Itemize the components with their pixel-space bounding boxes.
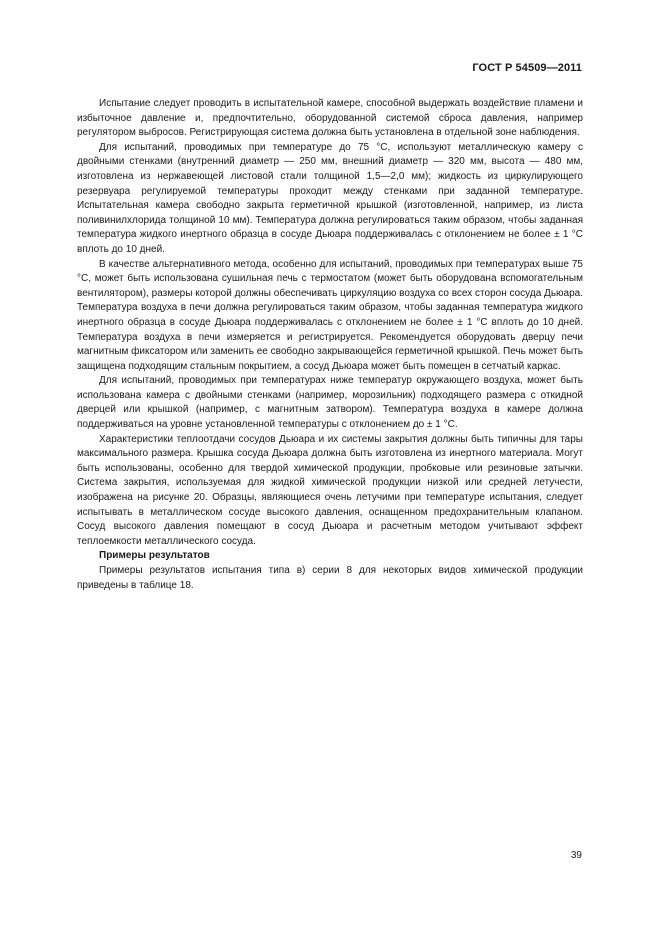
paragraph-low-temperature: Для испытаний, проводимых при температурах ниже температур окружающего воздуха, может быть использована камера с двойными стенками (например, морозильник) подходящего размера с откидной дверцей или крышкой (например, с магнитным затвором). Температура воздуха в камере должна поддерживаться на уровне установленной температуры с отклонением до ± 1 °С. (77, 375, 583, 431)
page-number: 39 (570, 850, 582, 861)
paragraph-drying-oven: В качестве альтернативного метода, особенно для испытаний, проводимых при температурах выше 75 °С, может быть использована сушильная печь с термостатом (может быть оборудована вспомогательным вентилятором), размеры которой должны обеспечивать циркуляцию воздуха со всех сторон сосуда Дьюара. Температура воздуха в печи должна регулироваться таким образом, чтобы заданная температура жидкого инертного образца в сосуде Дьюара поддерживалась с отклонением не более ± 1 °С вплоть до 10 дней. Температура воздуха в печи измеряется и регистрируется. Рекомендуется оборудовать дверцу печи магнитным фиксатором или заменить ее свободно закрывающейся герметичной крышкой. Печь может быть защищена подходящим стальным покрытием, а сосуд Дьюара может быть помещен в сетчатый каркас. (77, 258, 583, 372)
results-heading: Примеры результатов (99, 550, 210, 562)
paragraph-test-chamber: Испытание следует проводить в испытательной камере, способной выдержать воздействие пламени и избыточное давление и, предпочтительно, оборудованной системой сброса давления, например регулятором выбросов. Регистрирующая система должна быть установлена в отдельной зоне наблюдения. (77, 98, 583, 139)
document-header: ГОСТ Р 54509—2011 (472, 62, 582, 74)
paragraph-dewar-closure: Характеристики теплоотдачи сосудов Дьюара и их системы закрытия должны быть типичны для тары максимального размера. Крышка сосуда Дьюара должна быть изготовлена из инертного материала. Могут быть использованы, особенно для твердой химической продукции, пробковые или резиновые затычки. Система закрытия, используемая для жидкой химической продукции низкой или средней летучести, изображена на рисунке 20. Образцы, являющиеся очень летучими при температуре испытания, следует испытывать в металлическом сосуде высокого давления, оснащенном предохранительным клапаном. Сосуд высокого давления помещают в сосуд Дьюара и расчетным методом учитывают эффект теплоемкости металлического сосуда. (77, 433, 583, 547)
paragraph-metal-chamber: Для испытаний, проводимых при температуре до 75 °С, используют металлическую камеру с двойными стенками (внутренний диаметр — 250 мм, внешний диаметр — 320 мм, высота — 480 мм, изготовлена из нержавеющей листовой стали толщиной 1,5—2,0 мм); жидкость из циркулирующего резервуара регулируемой температуры проходит между стенками при заданной температуре. Испытательная камера свободно закрыта герметичной крышкой (изготовленной, например, из листа поливинилхлорида толщиной 10 мм). Температура должна регулироваться таким образом, чтобы заданная температура жидкого инертного образца в сосуде Дьюара поддерживалась с отклонением не более ± 1 °С вплоть до 10 дней. (77, 141, 583, 255)
document-body (77, 97, 583, 593)
paragraph-results: Примеры результатов испытания типа в) серии 8 для некоторых видов химической продукции приведены в таблице 18. (77, 565, 583, 591)
